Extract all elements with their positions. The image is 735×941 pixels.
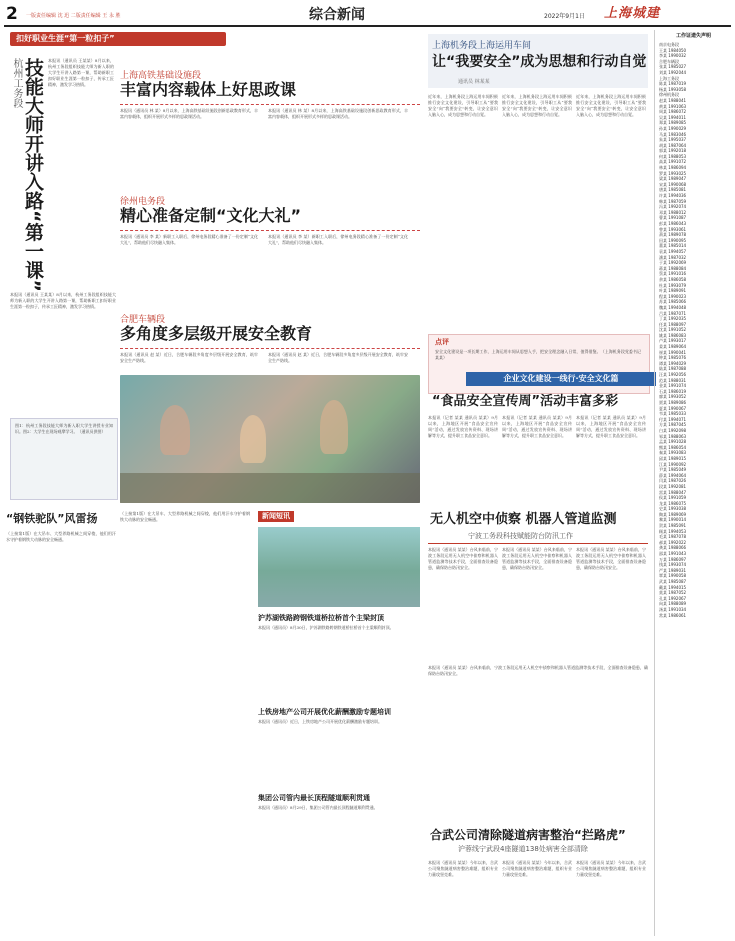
sidebar-entry: 郑某 1989085: [659, 120, 687, 126]
sidebar-entry: 石某 1986019: [659, 388, 687, 394]
sidebar-entry: 向某 1988089: [659, 601, 687, 607]
sidebar-entry: 陆某 1987088: [659, 366, 687, 372]
food-body-c1: 本报讯（记者 某某 通讯员 某某）9月以来，上海地区开展“食品安全宣传周”活动，通过发放宣传资料、现场讲解等方式，提升职工食品安全意识。: [428, 415, 498, 438]
tunnel-body-c2: 本报讯（通讯员 某某）今年以来，合武公司聚焦隧道病害整治难题，组织专业力量攻坚克难。: [502, 860, 572, 877]
comment-text: 安全文化建设是一项长期工作，上海运用车间从思想入手，把安全理念融入日常，值得借鉴。（上海机务段党委书记 某某）: [435, 349, 641, 360]
editor-info: 一版责任编辑 沈 迅 二版责任编辑 王 永 胜: [26, 13, 121, 19]
sidebar-entry: 白某 1992098: [659, 427, 687, 433]
sidebar-entry: 覃某 1990058: [659, 573, 687, 579]
story2-body-col2: 本报讯（通讯员 李 某）新职工入职后，徐州电务段精心准备了一份定制“文化大礼”，帮助他们尽快融入集体。: [268, 234, 408, 245]
sidebar-entry: 陈某 1987019: [659, 81, 687, 87]
sidebar-entry: 段某 1992081: [659, 483, 687, 489]
sidebar-entry: 陶某 1989069: [659, 511, 687, 517]
sidebar-entry: 史某 1993038: [659, 506, 687, 512]
sidebar-entry: 唐某 1985081: [659, 187, 687, 193]
sidebar-entry: 汤某 1991034: [659, 606, 687, 612]
left-headline: 技能大师开讲入路“第一课”: [22, 58, 44, 292]
brief1-body: 本报讯（通讯员）8月30日，沪苏湖铁路跨钢铁道桥拉桥首个主梁顺利封顶。: [258, 625, 394, 630]
camel-body: （上接第1版）在大吊车、大型养路机械之间穿梭，他们用汗水守护着钢铁大动脉的安全畅通。: [6, 531, 116, 542]
sidebar-entry: 汪某 1992056: [659, 372, 687, 378]
sidebar-entry: 范某 1988031: [659, 377, 687, 383]
sidebar-entry: 彭某 1986043: [659, 221, 687, 226]
food-headline: “食品安全宣传周”活动丰富多彩: [432, 394, 619, 409]
brief1-headline: 沪苏湖铁路跨钢铁道桥拉桥首个主梁封顶: [258, 614, 384, 622]
drone-body-c2: 本报讯（通讯员 某某）台风来临前，宁波工务段运用无人机空中侦察和机器人管道监测等技术手段，全面排查设备隐患，确保防台防汛安全。: [502, 547, 572, 570]
sidebar-entry: 付某 1994071: [659, 416, 687, 422]
comment-label: 点评: [435, 338, 449, 346]
camel-headline: “钢铁驼队”风雷扬: [6, 512, 98, 525]
sidebar-entry: 戴某 1994015: [659, 584, 687, 590]
sidebar-entry: 姜某 1989064: [659, 344, 687, 350]
sidebar-entry: 邱某 1989015: [659, 455, 687, 461]
sidebar-entry: 宋某 1990068: [659, 181, 687, 187]
sidebar-entry: 孟某 1991028: [659, 439, 687, 445]
sidebar-entry: 潘某 1987032: [659, 254, 687, 260]
sidebar-entry: 邹某 1988063: [659, 433, 687, 439]
sidebar-notices: [654, 30, 732, 936]
sidebar-entry: 廖某 1993052: [659, 394, 687, 400]
sidebar-entry: 冯某 1992074: [659, 204, 687, 210]
news-brief-label: 新闻短讯: [258, 511, 294, 522]
sidebar-entry: 常某 1986061: [659, 612, 687, 618]
sidebar-entry: 许某 1994036: [659, 193, 687, 199]
center-stories: [120, 68, 420, 408]
story3-body: 本报讯（通讯员 赵 某）近日，合肥车辆段多角度多层级开展安全教育，筑牢安全生产防线。: [120, 352, 258, 363]
sidebar-entry: 张某 1985027: [659, 64, 687, 70]
sidebar-entry: 李某 1990032: [659, 53, 687, 59]
section-title: 综合新闻: [309, 7, 365, 23]
right-body-c3: 近年来，上海机务段上海运用车间积极推行安全文化建设，引导职工从“要我安全”向“我要安全”转变，让安全意识入脑入心，成为思想和行动自觉。: [576, 94, 646, 117]
brief2-body: 本报讯（通讯员）近日，上铁房地产公司开展优化薪酬激励专题培训。: [258, 719, 382, 724]
sidebar-list: [655, 42, 732, 618]
sidebar-entry: 崔某 1990041: [659, 349, 687, 355]
brief3-body: 本报讯（通讯员）8月29日，集团公司管内最长顶程隧道顺利贯通。: [258, 805, 378, 810]
left-body: 本报讯（通讯员 王某某）8月以来，杭州工务段组织技能大师为新入职的大学生开讲入路第一课，帮助新职工扣好职业生涯第一粒扣子，传承工匠精神，激发学习热情。: [48, 58, 114, 87]
sidebar-entry: 尹某 1985049: [659, 467, 687, 473]
story1-body-col2: 本报讯（通讯员 林 某）8月以来，上海高铁基础设施段创新思政教育形式，丰富内容载体，组织开展形式多样的思政课活动。: [268, 108, 408, 119]
sidebar-entry: 王某 1984050: [659, 47, 687, 53]
sidebar-entry: 江某 1990092: [659, 461, 687, 467]
news-photo: [120, 375, 420, 503]
sidebar-entry: 吕某 1987071: [659, 310, 687, 316]
sidebar-entry: 余某 1986058: [659, 276, 687, 282]
brief3-headline: 集团公司管内最长顶程隧道顺利贯通: [258, 794, 370, 802]
page-number: 2: [6, 4, 18, 24]
story3-body-col2: 本报讯（通讯员 赵 某）近日，合肥车辆段多角度多层级开展安全教育，筑牢安全生产防线。: [268, 352, 408, 363]
sidebar-entry: 钱某 1993074: [659, 562, 687, 568]
sidebar-entry: 萧某 1989078: [659, 232, 687, 238]
sidebar-entry: 熊某 1986054: [659, 444, 687, 450]
tunnel-story: [428, 826, 648, 936]
camel-body-col2: （上接第1版）在大吊车、大型养路机械之间穿梭，他们用汗水守护着钢铁大动脉的安全畅通。: [120, 511, 250, 522]
sidebar-entry: 韦某 1985033: [659, 411, 687, 417]
sidebar-entry: 姚某 1986083: [659, 332, 687, 338]
sidebar-entry: 毛某 1987078: [659, 534, 687, 540]
sidebar-entry: 杨某 1993058: [659, 86, 687, 92]
sidebar-entry: 袁某 1994057: [659, 248, 687, 254]
culture-banner: 企业文化建设一线行·安全文化篇: [466, 372, 656, 386]
sidebar-entry: 梁某 1989047: [659, 176, 687, 182]
right-body-c1: 近年来，上海机务段上海运用车间积极推行安全文化建设，引导职工从“要我安全”向“我要安全”转变，让安全意识入脑入心，成为思想和行动自觉。: [428, 94, 498, 117]
sidebar-entry: 贺某 1985091: [659, 523, 687, 529]
page-header: [4, 4, 731, 28]
story3-kicker: 合肥车辆段: [120, 315, 166, 325]
right-kicker: 上海机务段上海运用车间: [432, 41, 532, 51]
sidebar-entry: 程某 1990023: [659, 293, 687, 299]
sidebar-entry: 吴某 1994011: [659, 114, 687, 120]
sidebar-entry: 魏某 1994048: [659, 304, 687, 310]
sidebar-entry: 邓某 1988012: [659, 209, 687, 215]
sidebar-entry: 林某 1986094: [659, 165, 687, 171]
sidebar-entry: 顾某 1994053: [659, 528, 687, 534]
sidebar-entry: 郭某 1992018: [659, 148, 687, 154]
sidebar-entry: 罗某 1993025: [659, 170, 687, 176]
sidebar-entry: 雷某 1988047: [659, 489, 687, 495]
story2-body: 本报讯（通讯员 李 某）新职工入职后，徐州电务段精心准备了一份定制“文化大礼”，帮助他们尽快融入集体。: [120, 234, 258, 245]
sidebar-entry: 孔某 1992067: [659, 595, 687, 601]
sidebar-entry: 贾某 1989086: [659, 400, 687, 405]
drone-story: [428, 511, 648, 661]
sidebar-entry: 于某 1992069: [659, 260, 687, 266]
sidebar-entry: 周某 1986072: [659, 109, 687, 115]
sidebar-entry: 丁某 1992035: [659, 316, 687, 322]
sidebar-entry: 苏某 1985066: [659, 299, 687, 305]
sidebar-title: 工作证遗失声明: [675, 33, 711, 39]
sidebar-entry: 徐州机务段: [659, 92, 679, 98]
sidebar-entry: 闫某 1987026: [659, 478, 687, 484]
left-caption-box: [10, 418, 118, 500]
sidebar-entry: 任某 1988097: [659, 321, 687, 327]
sidebar-entry: 沈某 1991052: [659, 327, 687, 333]
right-byline: 通讯员 林某某: [458, 79, 490, 85]
drone-subhead: 宁波工务段科技赋能防台防汛工作: [468, 532, 573, 540]
tunnel-headline: 合武公司清除隧道病害整治“拦路虎”: [430, 828, 626, 842]
issue-date: 2022年9月1日: [544, 13, 585, 20]
drone-body-c3: 本报讯（通讯员 某某）台风来临前，宁波工务段运用无人机空中侦察和机器人管道监测等技术手段，全面排查设备隐患，确保防台防汛安全。: [576, 547, 646, 570]
sidebar-entry: 杜某 1993079: [659, 282, 687, 288]
sidebar-entry: 龚某 1988066: [659, 545, 687, 551]
sidebar-entry: 高某 1991072: [659, 159, 687, 165]
story2-kicker: 徐州电务段: [120, 197, 166, 207]
left-caption: 图1：杭州工务段技能大师为新入职大学生讲授专业知识。图2：大学生在现场观摩学习。（通讯员供图）: [15, 423, 113, 434]
drone-body-c1: 本报讯（通讯员 某某）台风来临前，宁波工务段运用无人机空中侦察和机器人管道监测等技术手段，全面排查设备隐患，确保防台防汛安全。: [428, 547, 498, 570]
sidebar-entry: 金某 1991074: [659, 383, 687, 389]
story3-headline: 多角度多层级开展安全教育: [120, 324, 313, 343]
sidebar-entry: 武某 1985087: [659, 579, 687, 584]
sidebar-entry: 蔡某 1991016: [659, 271, 687, 277]
sidebar-entry: 合肥车辆段: [659, 58, 679, 64]
masthead-logo: 上海城建: [604, 6, 661, 21]
sidebar-entry: 韩某 1987059: [659, 198, 687, 204]
sidebar-entry: 孙某 1990029: [659, 125, 687, 131]
sidebar-entry: 马某 1983046: [659, 131, 687, 137]
food-safety-story: [428, 393, 648, 488]
sidebar-entry: 侯某 1991059: [659, 495, 687, 501]
sidebar-entry: 蒋某 1988084: [659, 265, 687, 271]
sidebar-entry: 夏某 1990067: [659, 405, 687, 411]
tunnel-body-c1: 本报讯（通讯员 某某）今年以来，合武公司聚焦隧道病害整治难题，组织专业力量攻坚克难。: [428, 860, 498, 877]
sidebar-entry: 曾某 1993061: [659, 226, 687, 232]
dept-name: 杭州工务段: [11, 58, 22, 108]
sidebar-entry: 郝某 1992022: [659, 539, 687, 545]
sidebar-entry: 钟某 1985076: [659, 355, 687, 361]
sidebar-entry: 龙某 1986075: [659, 500, 687, 506]
story1-headline: 丰富内容载体上好思政课: [120, 80, 297, 99]
right-body-c2: 近年来，上海机务段上海运用车间积极推行安全文化建设，引导职工从“要我安全”向“我要安全”转变，让安全意识入脑入心，成为思想和行动自觉。: [502, 94, 572, 117]
sidebar-entry: 黎某 1990014: [659, 517, 687, 523]
drone-headline: 无人机空中侦察 机器人管道监测: [430, 512, 617, 527]
sidebar-entry: 曹某 1991087: [659, 215, 687, 221]
left-body-more: 本报讯（通讯员 王某某）8月以来，杭州工务段组织技能大师为新入职的大学生开讲入路第一课，帮助新职工扣好职业生涯第一粒扣子，传承工匠精神，激发学习热情。: [10, 292, 116, 309]
banner-first-button: 扣好职业生涯“第一粒扣子”: [10, 32, 226, 46]
bottom-left-story: [6, 511, 118, 936]
sidebar-entry: 南京电务段: [659, 42, 679, 47]
story1-kicker: 上海高铁基础设施段: [120, 71, 202, 81]
right-headline: 让“我要安全”成为思想和行动自觉: [432, 54, 647, 70]
sidebar-entry: 卢某 1993017: [659, 338, 687, 344]
news-briefs: [258, 511, 420, 936]
sidebar-entry: 田某 1990095: [659, 237, 687, 243]
sidebar-entry: 赵某 1988041: [659, 97, 687, 103]
food-body-c2: 本报讯（记者 某某 通讯员 某某）9月以来，上海地区开展“食品安全宣传周”活动，通过发放宣传资料、现场讲解等方式，提升职工食品安全意识。: [502, 415, 572, 438]
sidebar-entry: 叶某 1989091: [659, 288, 687, 294]
sidebar-entry: 黄某 1991063: [659, 103, 687, 109]
sidebar-entry: 刘某 1992044: [659, 69, 687, 75]
brief2-headline: 上铁房地产公司开展优化薪酬激励专题培训: [258, 708, 391, 716]
sidebar-entry: 上海工务段: [659, 75, 679, 81]
brief-photo: [258, 527, 420, 607]
tunnel-subhead: 沪蓉线宁武段4座隧道138处病害全部清除: [458, 845, 588, 853]
sidebar-entry: 胡某 1987064: [659, 142, 687, 148]
story1-body: 本报讯（通讯员 林 某）8月以来，上海高铁基础设施段创新思政教育形式，丰富内容载体，组织开展形式多样的思政课活动。: [120, 108, 258, 119]
sidebar-entry: 谭某 1994029: [659, 360, 687, 366]
sidebar-entry: 邵某 1991043: [659, 551, 687, 557]
sidebar-entry: 万某 1986097: [659, 556, 687, 562]
tunnel-body-c3: 本报讯（通讯员 某某）今年以来，合武公司聚焦隧道病害整治难题，组织专业力量攻坚克难。: [576, 860, 646, 877]
sidebar-entry: 何某 1988053: [659, 153, 687, 159]
story2-headline: 精心准备定制“文化大礼”: [120, 206, 302, 225]
sidebar-entry: 朱某 1995037: [659, 137, 687, 143]
sidebar-entry: 薛某 1994064: [659, 472, 687, 478]
sidebar-entry: 董某 1985014: [659, 243, 687, 249]
food-body-c3: 本报讯（记者 某某 通讯员 某某）9月以来，上海地区开展“食品安全宣传周”活动，通过发放宣传资料、现场讲解等方式，提升职工食品安全意识。: [576, 415, 646, 438]
left-column: [6, 32, 118, 502]
drone-body-extra: 本报讯（通讯员 某某）台风来临前，宁波工务段运用无人机空中侦察和机器人管道监测等技术手段，全面排查设备隐患，确保防台防汛安全。: [428, 665, 648, 676]
sidebar-entry: 严某 1989031: [659, 567, 687, 573]
sidebar-entry: 秦某 1993083: [659, 450, 687, 456]
sidebar-entry: 莫某 1987052: [659, 590, 687, 596]
sidebar-entry: 方某 1987045: [659, 422, 687, 428]
